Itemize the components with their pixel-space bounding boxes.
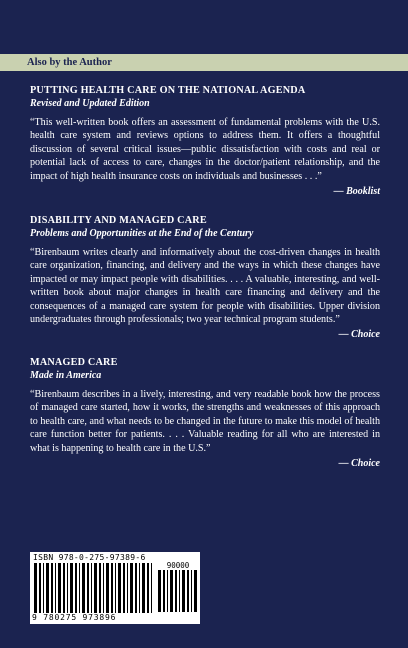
isbn-barcode — [30, 552, 200, 624]
price-code-label: 90000 — [166, 561, 190, 570]
ean-number-label: 9 780275 973896 — [32, 613, 117, 622]
also-by-author-band — [0, 54, 408, 71]
also-by-author-label: Also by the Author — [27, 57, 112, 68]
review-source: — Booklist — [333, 186, 380, 198]
review-quote: “Birenbaum writes clearly and informatively about the cost-driven changes in health care organization, financing, and delivery and the ways in which these changes have impacted or may impact people with disabilities. . . . A valuable, interesting, and well-written book about major changes in health care financing and delivery and the consequences of a managed care system for people with disabilities. Upper division undergraduates through professionals; two year technical program students.” — [30, 247, 380, 326]
review-source: — Choice — [338, 458, 380, 470]
book-subtitle: Made in America — [30, 370, 102, 381]
ean-barcode-bars — [34, 563, 154, 613]
review-quote: “Birenbaum describes in a lively, interesting, and very readable book how the process of managed care started, how it works, the strengths and weaknesses of this approach to health care, and what needs to be changed in the future to make this model of health care function better for patients. . . . Valuable reading for all who are interested in what is happening to health care in the U.S.” — [30, 389, 380, 454]
book-entry-3 — [30, 356, 380, 470]
review-quote: “This well-written book offers an assessment of fundamental problems with the U.S. health care system and reviews options to address them. It offers a thoughtful discussion of several critical issues—public dissatisfaction with costs and real or potential lack of access to care, changes in the doctor/patient relationship, and the impact of high health insurance costs on individuals and businesses . . .” — [30, 117, 380, 182]
book-title: PUTTING HEALTH CARE ON THE NATIONAL AGENDA — [30, 85, 306, 96]
book-subtitle: Revised and Updated Edition — [30, 98, 150, 109]
isbn-label: ISBN 978-0-275-97389-6 — [33, 553, 146, 562]
price-addon-barcode-bars — [158, 570, 198, 612]
book-title: DISABILITY AND MANAGED CARE — [30, 215, 207, 226]
review-source: — Choice — [338, 329, 380, 341]
book-subtitle: Problems and Opportunities at the End of the Century — [30, 228, 254, 239]
book-title: MANAGED CARE — [30, 357, 118, 368]
book-entry-2 — [30, 214, 380, 341]
book-entry-1 — [30, 84, 380, 198]
